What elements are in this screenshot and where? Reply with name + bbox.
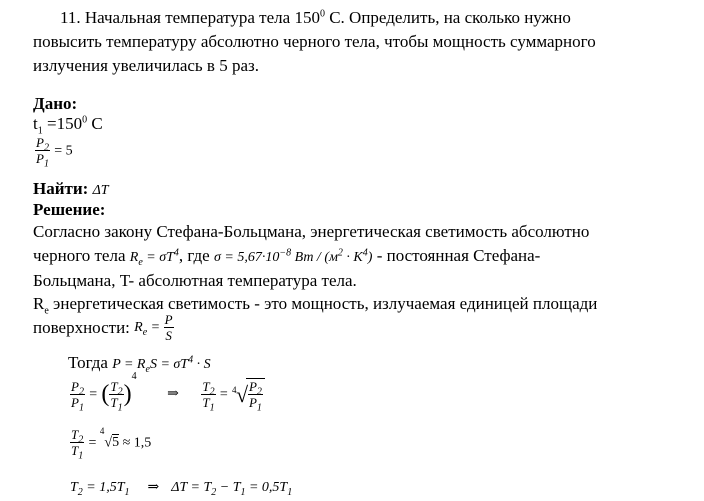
solution-line-4: $R_e$ энергетическая светимость - это мощность, излучаемая единицей площади: [33, 294, 598, 317]
equation-temp-ratio: $\frac{T_2}{T_1}$ = $^4$√5 ≈ 1,5: [71, 425, 152, 462]
given-power-ratio: $\frac{P_2}{P_1}$ = 5: [36, 135, 73, 170]
solution-heading: Решение:: [33, 200, 106, 219]
problem-line-3: излучения увеличилась в 5 раз.: [33, 56, 259, 75]
solution-line-3: Больцмана, T- абсолютная температура тела.: [33, 271, 357, 290]
problem-line-2: повысить температуру абсолютно черного тела, чтобы мощность суммарного: [33, 32, 596, 51]
solution-line-1: Согласно закону Стефана-Больцмана, энергетическая светимость абсолютно: [33, 222, 590, 241]
equation-power-ratio: $\frac{P_2}{P_1}$ = ( $\frac{T_2}{T_1}$ )$^4$ ⇒ $\frac{T_2}{T_1}$ = 4 √ $\frac{P_2}{P_1}$: [70, 378, 265, 410]
given-heading: Дано:: [33, 94, 78, 113]
equation-delta-t: $T_2 = 1,5T_1$ ⇒ $\Delta T = T_2 - T_1 = 0,5T_1$: [70, 480, 293, 498]
problem-line-1: 11. Начальная температура тела $150^0$ С. Определить, на сколько нужно: [60, 8, 571, 27]
fourth-root: 4 √ $\frac{P_2}{P_1}$: [232, 378, 265, 410]
then-line: Тогда $P = R_eS = \sigma T^4 \cdot S$: [68, 353, 211, 375]
solution-line-2: черного тела $R_e = \sigma T^4$, где $\sigma = 5,67\cdot 10^{-8}$ Вт / $(м^2 \cdot K^4)$ - постоянная Стефана-: [33, 246, 541, 268]
solution-line-5: поверхности: $R_e$ = $\frac{P}{S}$: [33, 312, 173, 343]
find-line: Найти: ΔT: [33, 179, 109, 198]
given-t1: $t_1 =150^0$ С: [33, 114, 103, 137]
